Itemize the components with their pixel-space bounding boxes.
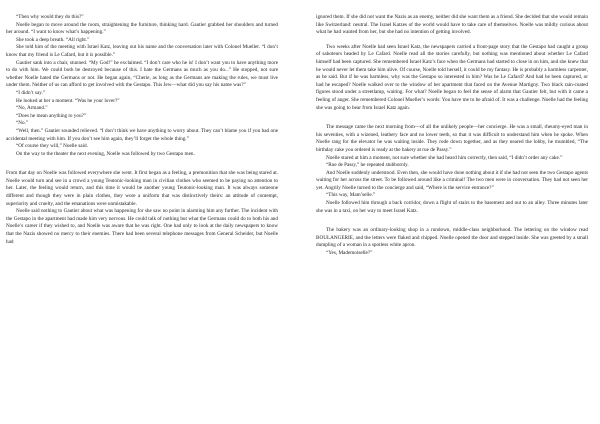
paragraph: Noelle followed him through a back corridor, down a flight of stairs to the basement and out to an alley. Three minutes later she was in a taxi, on her way to meet Israel Katz. <box>316 200 588 214</box>
right-column <box>316 14 588 258</box>
paragraph: And Noelle suddenly understood. Even then, she would have done nothing about it if she had not seen the two Gestapo agents waiting for her across the street. To be followed around like a criminal! The two men were in conversation. They had not seen her yet. Angrily Noelle turned to the concierge and said, “Where is the service entrance?” <box>316 169 588 191</box>
paragraph: From that day on Noelle was followed everywhere she went. It first began as a feeling, a premonition that she was being stared at. Noelle would turn and see in a crowd a young Teutonic-looking man in civilian clothes who seemed to be paying no attention to her. Later, the feeling would return, and this time it would be another young Teutonic-looking man. It was always someone different and though they were in plain clothes, they wore a uniform that was distinctively theirs: an attitude of contempt, superiority and cruelty, and the emanations were unmistakable. <box>6 170 278 207</box>
left-column <box>6 14 278 246</box>
paragraph: She took a deep breath. “All right.” <box>16 36 90 43</box>
paragraph: Two weeks after Noelle had seen Israel Katz, the newspapers carried a front-page story that the Gestapo had caught a group of saboteurs headed by Le Cafard. Noelle read all the stories carefully, but nothing was mentioned about whether Le Cafard himself had been captured. She remembered Israel Katz’s face when the Germans had started to close in on him, and she knew that he would never let them take him alive. Of course, Noelle told herself, it could be my fantasy. He is probably a harmless carpenter, as he said. But if he was harmless, why was the Gestapo so interested in him? Was he Le Cafard? And had he been captured, or had he escaped? Noelle walked over to the window of her apartment that faced on the Avenue Martigny. Two black rain-coated figures stood under a streetlamp, waiting. For what? Noelle began to feel the sense of alarm that Gautier felt, but with it came a feeling of anger. She remembered Colonel Mueller’s words: You have me to be afraid of. It was a challenge. Noelle had the feeling she was going to hear from Israel Katz again. <box>316 43 588 111</box>
paragraph: “Rue de Passy,” he repeated stubbornly. <box>326 162 409 169</box>
paragraph: Gautier sank into a chair, stunned. “My God!” he exclaimed. “I don’t care who he is! I don’t want you to have anything more to do with him. We could both be destroyed because of this. I hate the Germans as much as you do...” He stopped, not sure whether Noelle hated the Germans or not. He began again, “Cherie, as long as the Germans are making the rules, we must live under them. Neither of us can afford to get involved with the Gestapo. This Jew—what did you say his name was?” <box>6 59 278 89</box>
paragraph: “Yes, Mademoiselle?” <box>326 250 373 257</box>
paragraph: On the way to the theater the next evening, Noelle was followed by two Gestapo men. <box>16 150 195 157</box>
paragraph: The message came the next morning from—of all the unlikely people—her concierge. He was a small, rheumy-eyed man in his seventies, with a wizened, leathery face and no lower teeth, so that it was difficult to understand him when he spoke. When Noelle rang for the elevator he was waiting inside. They rode down together, and as they neared the lobby, he mumbled, “The birthday cake you ordered is ready at the bakery at rue de Passy.” <box>316 124 588 153</box>
paragraph: The bakery was an ordinary-looking shop in a rundown, middle-class neighborhood. The lettering on the window read BOULANGERIE, and the letters were flaked and chipped. Noelle opened the door and stepped inside. She was greeted by a small dumpling of a woman in a spotless white apron. <box>316 227 588 249</box>
paragraph: “Well, then.” Gautier sounded relieved. “I don’t think we have anything to worry about. They can’t blame you if you had one accidental meeting with him. If you don’t see him again, they’ll forget the whole thing.” <box>6 127 278 142</box>
paragraph: “I didn’t say.” <box>16 89 46 96</box>
paragraph: Noelle said nothing to Gautier about what was happening for she saw no point in alarming him any further. The incident with the Gestapo in the apartment had made him very nervous. He could talk of nothing but what the Germans could do to both his and Noelle’s career if they wished to, and Noelle was aware that he was right. One had only to look at the daily newspapers to know that the Nazis showed no mercy to their enemies. There had been several telephone messages from General Scheider, but Noelle had <box>6 208 278 245</box>
paragraph: “Then why would they do this?” <box>16 14 84 20</box>
paragraph: “Of course they will,” Noelle said. <box>16 143 88 150</box>
paragraph: “No, Armand.” <box>16 105 48 112</box>
paragraph: “This way, Mam’selle.” <box>326 192 376 199</box>
paragraph: ignored them. If she did not want the Nazis as an enemy, neither did she want them as a friend. She decided that she would remain like Switzerland: neutral. The Israel Katzes of the world would have to take care of themselves. Noelle was mildly curious about what he had wanted from her, but she had no intention of getting involved. <box>316 14 588 36</box>
paragraph: He looked at her a moment. “Was he your lover?” <box>16 97 120 104</box>
paragraph: Noelle began to move around the room, straightening the furniture, thinking hard. Gautier grabbed her shoulders and turned her around. “I want to know what’s happening.” <box>6 21 278 36</box>
paragraph: She told him of the meeting with Israel Katz, leaving out his name and the conversation later with Colonel Mueller. “I don’t know that my friend is Le Cafard, but it is possible.” <box>6 44 278 58</box>
paragraph: “Does he mean anything to you?” <box>16 112 87 119</box>
paragraph: Noelle stared at him a moment, not sure whether she had heard him correctly, then said, “I didn’t order any cake.” <box>326 154 563 161</box>
paragraph: “No.” <box>16 120 29 127</box>
